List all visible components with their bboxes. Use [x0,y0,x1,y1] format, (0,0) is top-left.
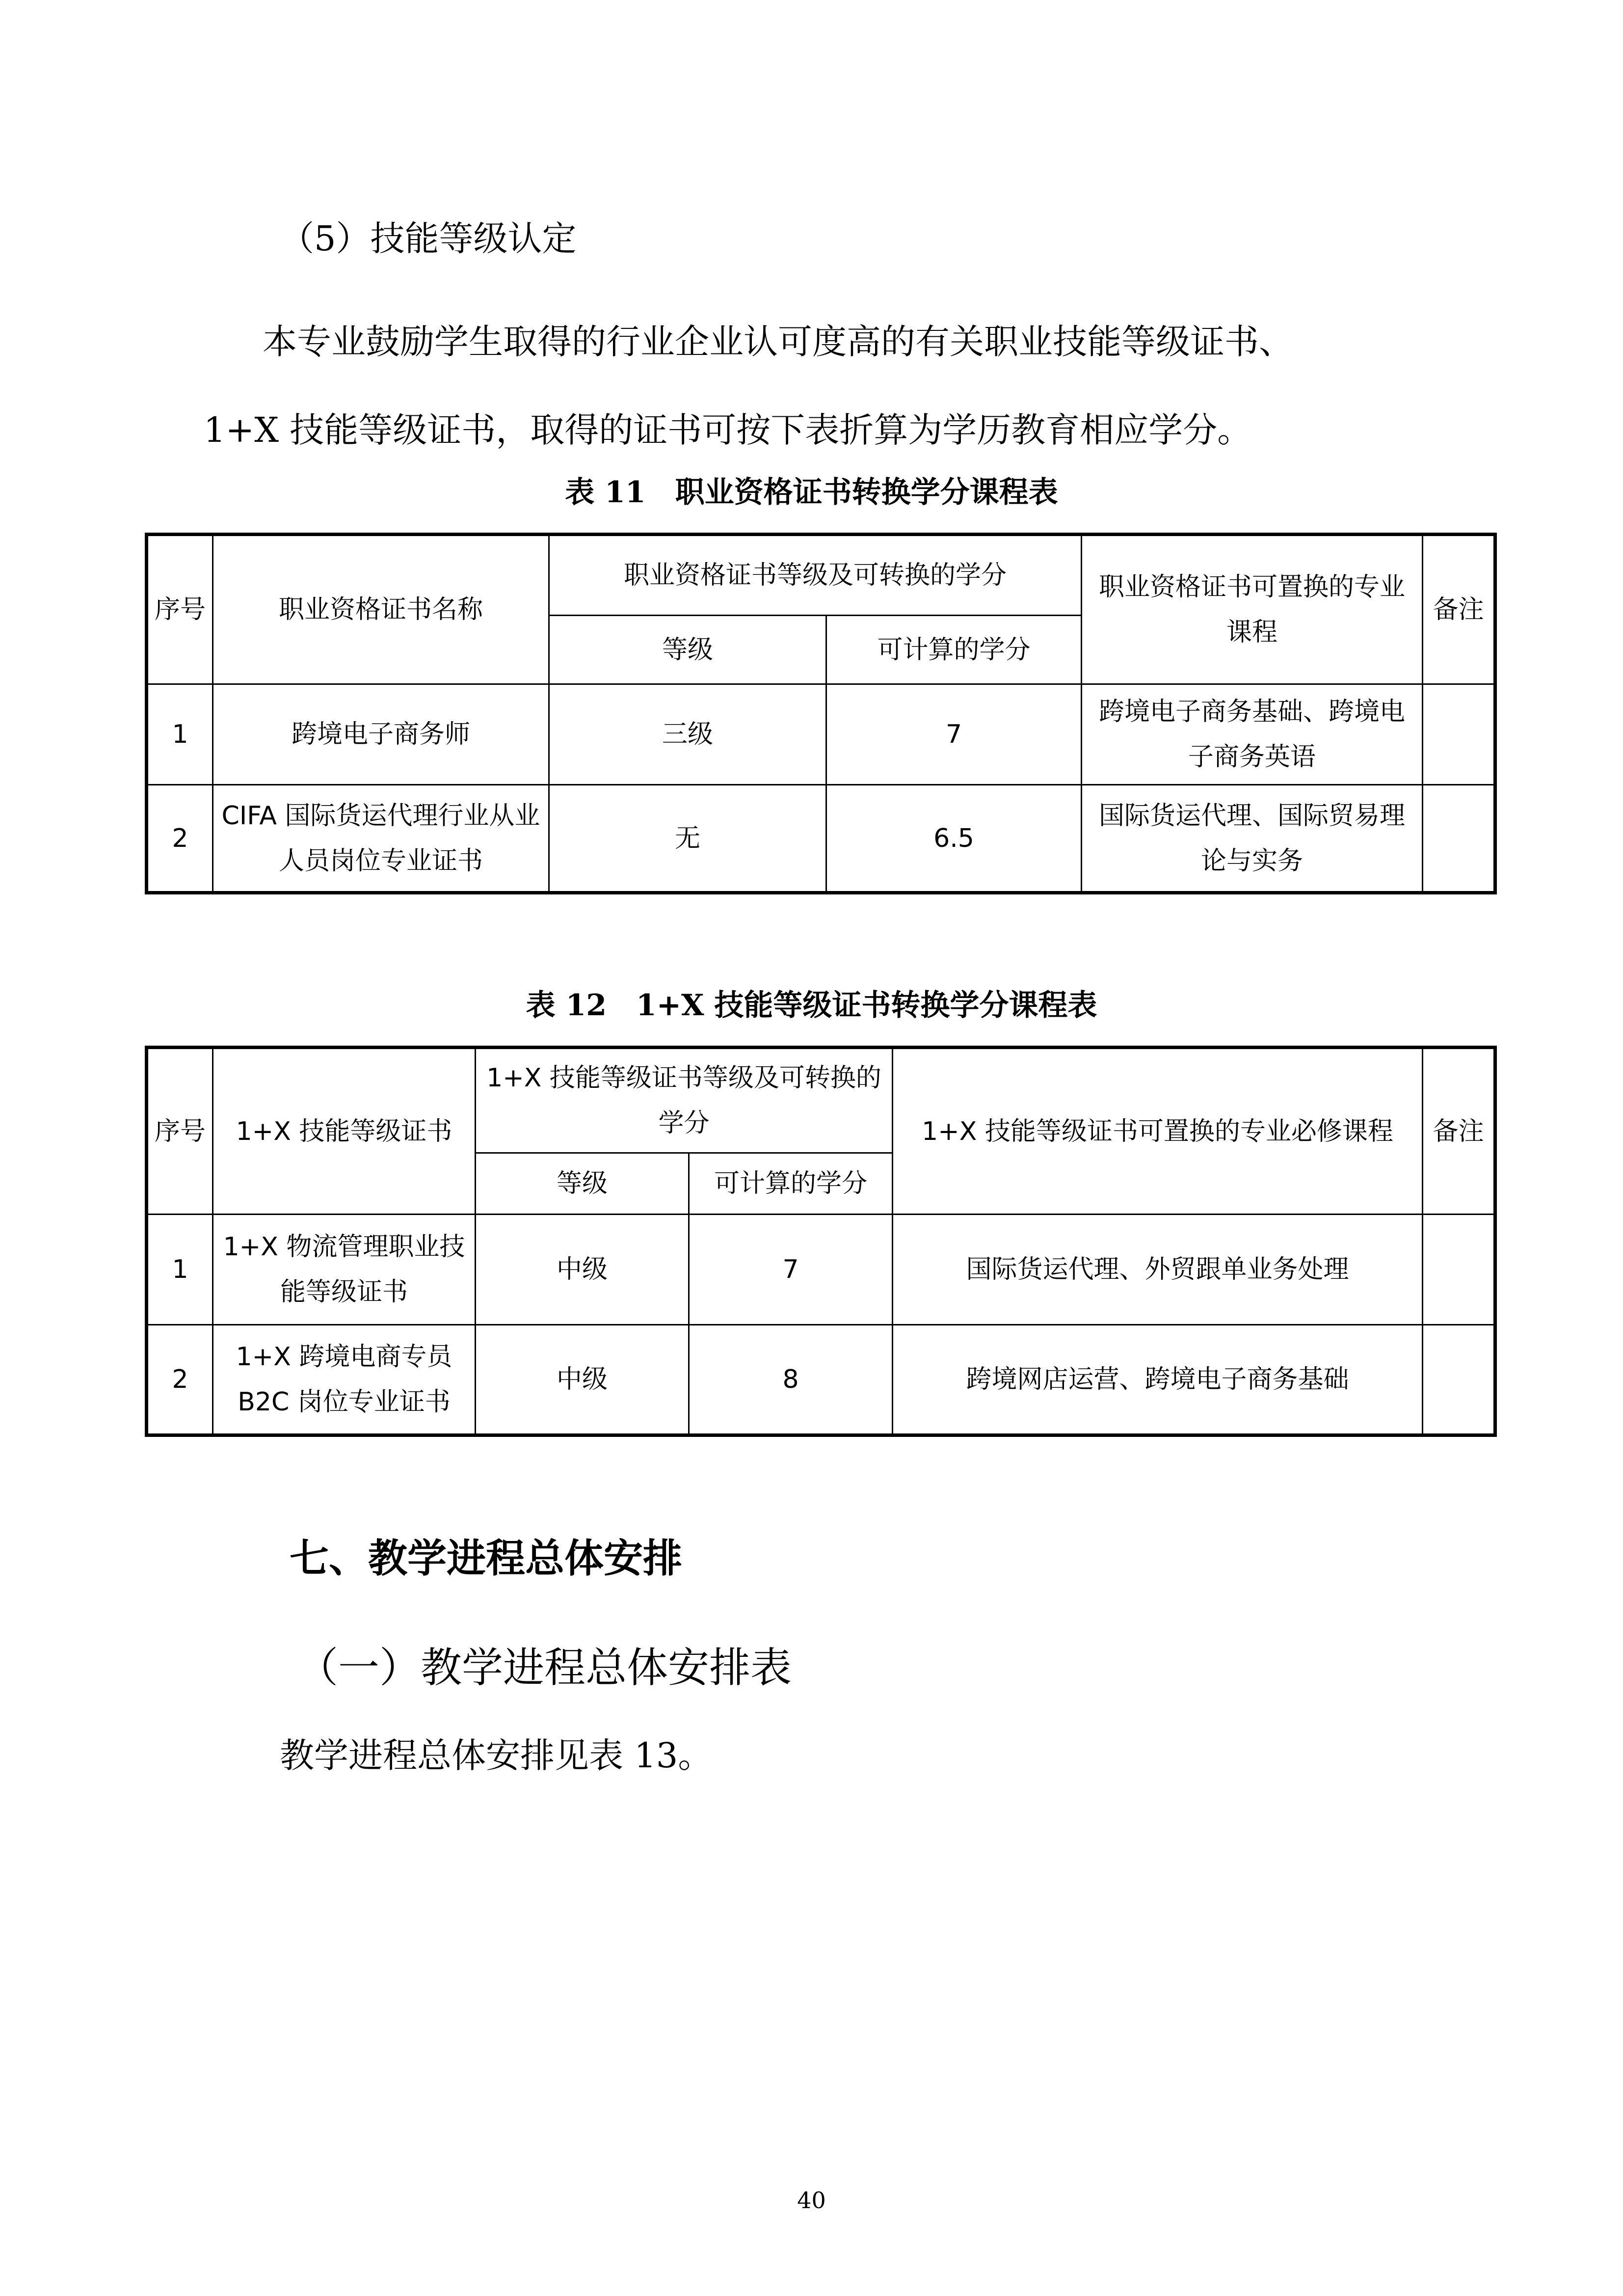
table11-row2-remarks [1423,785,1495,893]
table-row [147,684,1495,785]
table11-header-remarks: 备注 [1423,535,1495,684]
table12-row2-seq: 2 [147,1325,213,1435]
table-row [147,785,1495,893]
table11-caption [0,469,1623,511]
table12-row2-name: 1+X 跨境电商专员 B2C 岗位专业证书 [213,1325,476,1435]
table12-header-remarks: 备注 [1423,1048,1495,1215]
table11-row2-name: CIFA 国际货运代理行业从业人员岗位专业证书 [213,785,549,893]
table12-row1-remarks [1423,1215,1495,1325]
table11-row1-courses: 跨境电子商务基础、跨境电子商务英语 [1082,684,1423,785]
table12-row1-level: 中级 [476,1215,689,1325]
section7-subheading: （一）教学进程总体安排表 [297,1644,792,1692]
table11-header-group: 职业资格证书等级及可转换的学分 [549,535,1082,616]
table11-caption-number: 表 11 [565,475,646,510]
table12-row2-credits: 8 [689,1325,893,1435]
table12-row2-remarks [1423,1325,1495,1435]
table11-row1-credits: 7 [826,684,1082,785]
table12-header-seq: 序号 [147,1048,213,1215]
table11-caption-title: 职业资格证书转换学分课程表 [675,475,1058,510]
table12-caption-number: 表 12 [526,988,607,1023]
table12-row1-credits: 7 [689,1215,893,1325]
table11-header-seq: 序号 [147,535,213,684]
table11 [145,533,1497,894]
table12 [145,1046,1497,1437]
table11-row2-credits: 6.5 [826,785,1082,893]
table11-row2-level: 无 [549,785,826,893]
page-number: 40 [797,2187,826,2214]
table11-row1-remarks [1423,684,1495,785]
table-row [147,1215,1495,1325]
table12-header-level: 等级 [476,1153,689,1215]
section7-text: 教学进程总体安排见表 13。 [280,1735,713,1776]
table12-header-courses: 1+X 技能等级证书可置换的专业必修课程 [893,1048,1423,1215]
table12-caption [0,982,1623,1024]
subheading-skill-level: （5）技能等级认定 [280,218,577,259]
table12-caption-title: 1+X 技能等级证书转换学分课程表 [636,988,1097,1023]
table12-header-name: 1+X 技能等级证书 [213,1048,476,1215]
table11-row2-courses: 国际货运代理、国际贸易理论与实务 [1082,785,1423,893]
table11-row1-seq: 1 [147,684,213,785]
table12-row1-name: 1+X 物流管理职业技能等级证书 [213,1215,476,1325]
table11-row1-level: 三级 [549,684,826,785]
table12-header-group: 1+X 技能等级证书等级及可转换的学分 [476,1048,893,1153]
paragraph-line-2: 1+X 技能等级证书，取得的证书可按下表折算为学历教育相应学分。 [204,410,1252,450]
table-row [147,1325,1495,1435]
table12-header-credits: 可计算的学分 [689,1153,893,1215]
table12-row2-courses: 跨境网店运营、跨境电子商务基础 [893,1325,1423,1435]
section7-heading: 七、教学进程总体安排 [290,1536,682,1581]
table11-row1-name: 跨境电子商务师 [213,684,549,785]
table11-header-name: 职业资格证书名称 [213,535,549,684]
table11-header-credits: 可计算的学分 [826,616,1082,684]
table11-header-level: 等级 [549,616,826,684]
table12-row1-courses: 国际货运代理、外贸跟单业务处理 [893,1215,1423,1325]
table11-row2-seq: 2 [147,785,213,893]
table11-header-courses: 职业资格证书可置换的专业课程 [1082,535,1423,684]
table12-row1-seq: 1 [147,1215,213,1325]
table12-row2-level: 中级 [476,1325,689,1435]
paragraph-line-1: 本专业鼓励学生取得的行业企业认可度高的有关职业技能等级证书、 [263,322,1293,362]
